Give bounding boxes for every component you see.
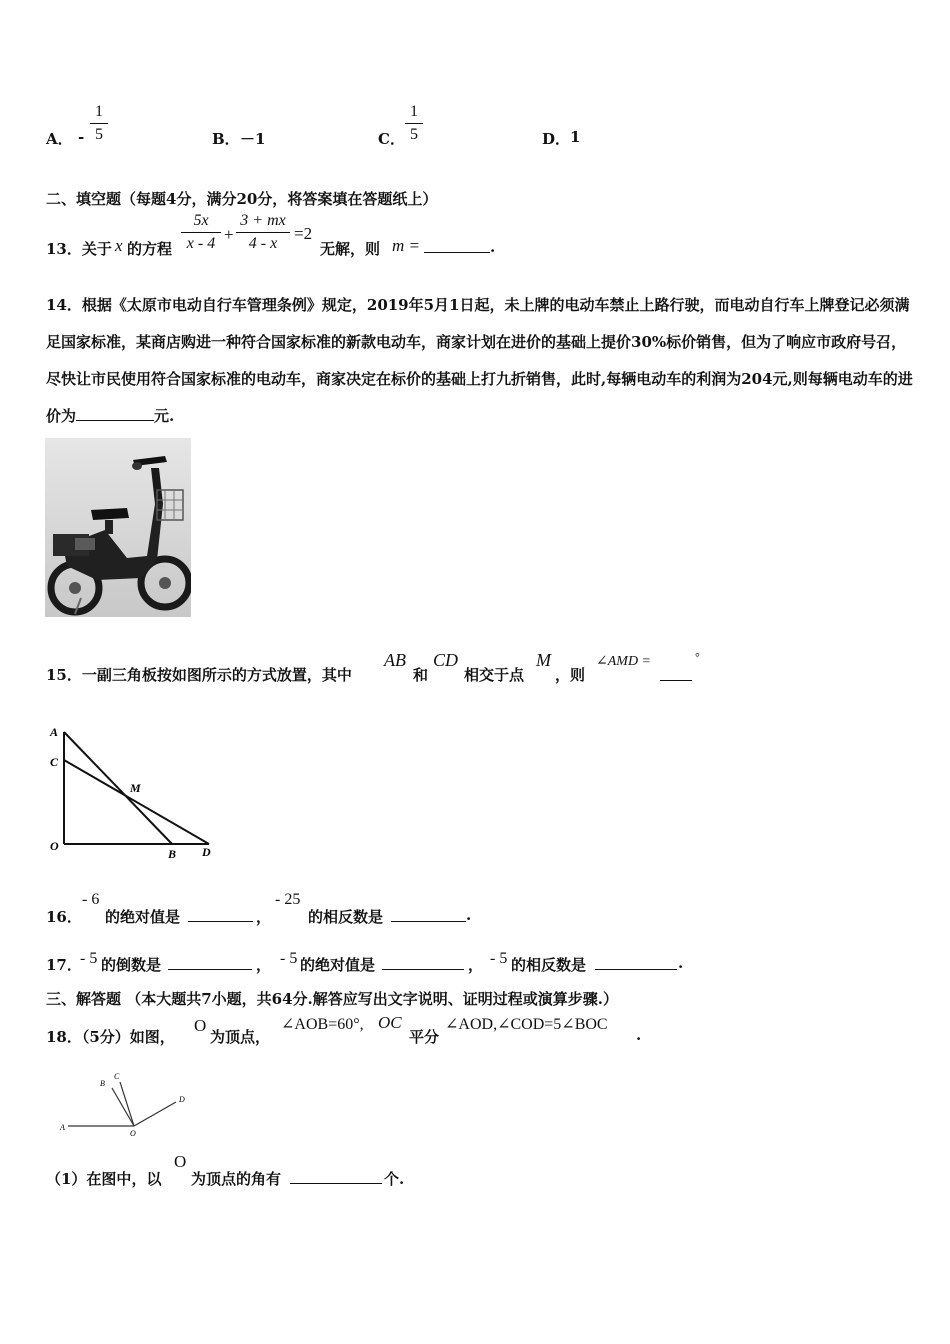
- fig18-ray-od: [134, 1102, 176, 1126]
- q16-value-1: - 6: [82, 891, 100, 908]
- q18-1-answer-blank[interactable]: [290, 1168, 382, 1184]
- q15-cd: CD: [433, 650, 459, 670]
- q15-and: 和: [413, 666, 429, 684]
- q15-then: ，则: [555, 666, 586, 684]
- option-c-numerator: 1: [410, 103, 418, 120]
- q16-prefix: 16．: [46, 908, 82, 926]
- q14-end: 元.: [154, 407, 175, 425]
- option-a-label: A．: [46, 130, 73, 148]
- fig18-label-d: D: [179, 1095, 185, 1104]
- q13-answer-blank[interactable]: [424, 237, 490, 253]
- q15-answer-blank[interactable]: [660, 665, 692, 681]
- fig18-label-c: C: [114, 1072, 120, 1081]
- q13-end: .: [490, 238, 496, 256]
- option-a-sign: -: [78, 128, 85, 146]
- q13-f2-numerator: 3 + mx: [240, 212, 286, 229]
- option-b-label: B．: [212, 130, 240, 148]
- q18-condition-1: ∠AOB=60°,: [281, 1016, 364, 1033]
- triangle-figure-15: [44, 722, 224, 864]
- q16-value-2: - 25: [275, 891, 301, 908]
- q15-ab: AB: [384, 650, 406, 670]
- option-d-label: D．: [542, 130, 571, 148]
- fig15-line-ab: [64, 732, 172, 844]
- q13-f1-denominator: x - 4: [186, 235, 216, 252]
- fig15-label-c: C: [50, 755, 59, 769]
- q15-point-m: M: [536, 650, 551, 670]
- q17-comma-2: ，: [468, 956, 484, 974]
- option-c-fraction: [405, 103, 423, 144]
- fig18-label-a: A: [60, 1123, 65, 1132]
- q18-1-text: 为顶点的角有: [191, 1170, 282, 1188]
- q17-comma-1: ，: [256, 956, 272, 974]
- q17-value-3: - 5: [490, 950, 508, 967]
- fig15-line-cd: [64, 760, 209, 844]
- option-a-fraction: [90, 103, 108, 144]
- fig15-label-d: D: [202, 845, 211, 859]
- fig15-label-o: O: [50, 839, 59, 853]
- q18-1-point-o: O: [174, 1152, 187, 1171]
- q18-prefix: 18．（5分）如图，: [46, 1028, 175, 1046]
- q17-text-2: 的绝对值是: [300, 956, 376, 974]
- fig18-ray-ob: [112, 1088, 134, 1126]
- q16-comma: ，: [256, 908, 272, 926]
- q17-value-2: - 5: [280, 950, 298, 967]
- q13-text-mid: 的方程: [127, 240, 173, 258]
- q17-text-1: 的倒数是: [101, 956, 162, 974]
- option-c-label: C．: [378, 130, 405, 148]
- q15-prefix: 15．一副三角板按如图所示的方式放置，其中: [46, 666, 352, 684]
- q13-fraction-1: [181, 212, 221, 253]
- question-14: [46, 287, 916, 435]
- q13-plus: +: [224, 225, 234, 244]
- fig15-label-a: A: [50, 725, 59, 739]
- q13-var-x: x: [115, 236, 123, 255]
- option-b-value: －1: [240, 130, 266, 148]
- q13-f1-numerator: 5x: [193, 212, 209, 229]
- section2-title: 二、填空题（每题4分，满分20分，将答案填在答题纸上）: [46, 190, 438, 208]
- q13-suffix: 无解，则: [320, 240, 381, 258]
- electric-bike-illustration: [45, 438, 191, 617]
- q18-text-2: 平分: [409, 1028, 440, 1046]
- fig18-label-o: O: [130, 1129, 136, 1138]
- q14-text: 14．根据《太原市电动自行车管理条例》规定，2019年5月1日起，未上牌的电动车禁止上路行驶，而电动自行车上牌登记必须满足国家标准，某商店购进一种符合国家标准的新款电动车，商家计划在进价的基础上提价30%标价销售，但为了响应市政府号召，尽快让市民使用符合国家标准的电动车，商家决定在标价的基础上打九折销售，此时,每辆电动车的利润为204元,则每辆电动车的进价为: [46, 296, 913, 425]
- fig15-label-m: M: [130, 781, 141, 795]
- q17-prefix: 17．: [46, 956, 82, 974]
- fig18-ray-oc: [120, 1082, 134, 1126]
- q18-1-end: 个.: [384, 1170, 405, 1188]
- q14-answer-blank[interactable]: [76, 405, 154, 421]
- q16-text-2: 的相反数是: [308, 908, 384, 926]
- section3-title: 三、解答题 （本大题共7小题，共64分.解答应写出文字说明、证明过程或演算步骤.）: [46, 990, 618, 1008]
- q17-end: .: [678, 954, 684, 972]
- electric-bike-photo: [45, 438, 191, 617]
- q18-point-o: O: [194, 1016, 207, 1035]
- q15-degree: °: [695, 650, 700, 664]
- q18-end: .: [636, 1026, 642, 1044]
- q13-fraction-2: [236, 212, 290, 253]
- q13-f2-denominator: 4 - x: [248, 235, 278, 252]
- q17-answer-blank-2[interactable]: [382, 954, 464, 970]
- q16-answer-blank-2[interactable]: [391, 906, 466, 922]
- q16-answer-blank-1[interactable]: [188, 906, 253, 922]
- option-d-value: 1: [570, 128, 581, 146]
- angle-figure-18: [56, 1068, 196, 1140]
- fig18-label-b: B: [100, 1079, 105, 1088]
- q17-value-1: - 5: [80, 950, 98, 967]
- option-a-denominator: 5: [95, 126, 103, 143]
- fig15-label-b: B: [168, 847, 177, 861]
- q13-equals: =2: [294, 224, 313, 243]
- q13-prefix: 13．关于: [46, 240, 112, 258]
- q16-end: .: [466, 906, 472, 924]
- q18-ray-oc: OC: [378, 1013, 402, 1032]
- q13-m-equals: m =: [392, 236, 420, 255]
- option-a-numerator: 1: [95, 103, 103, 120]
- q18-1-prefix: （1）在图中，以: [46, 1170, 162, 1188]
- option-c-denominator: 5: [410, 126, 418, 143]
- q15-angle: ∠AMD =: [596, 654, 652, 669]
- q15-mid: 相交于点: [464, 666, 525, 684]
- q18-text-1: 为顶点，: [210, 1028, 271, 1046]
- q18-condition-2: ∠AOD,∠COD=5∠BOC: [445, 1016, 608, 1033]
- q17-text-3: 的相反数是: [511, 956, 587, 974]
- q16-text-1: 的绝对值是: [105, 908, 181, 926]
- q17-answer-blank-3[interactable]: [595, 954, 677, 970]
- q17-answer-blank-1[interactable]: [168, 954, 252, 970]
